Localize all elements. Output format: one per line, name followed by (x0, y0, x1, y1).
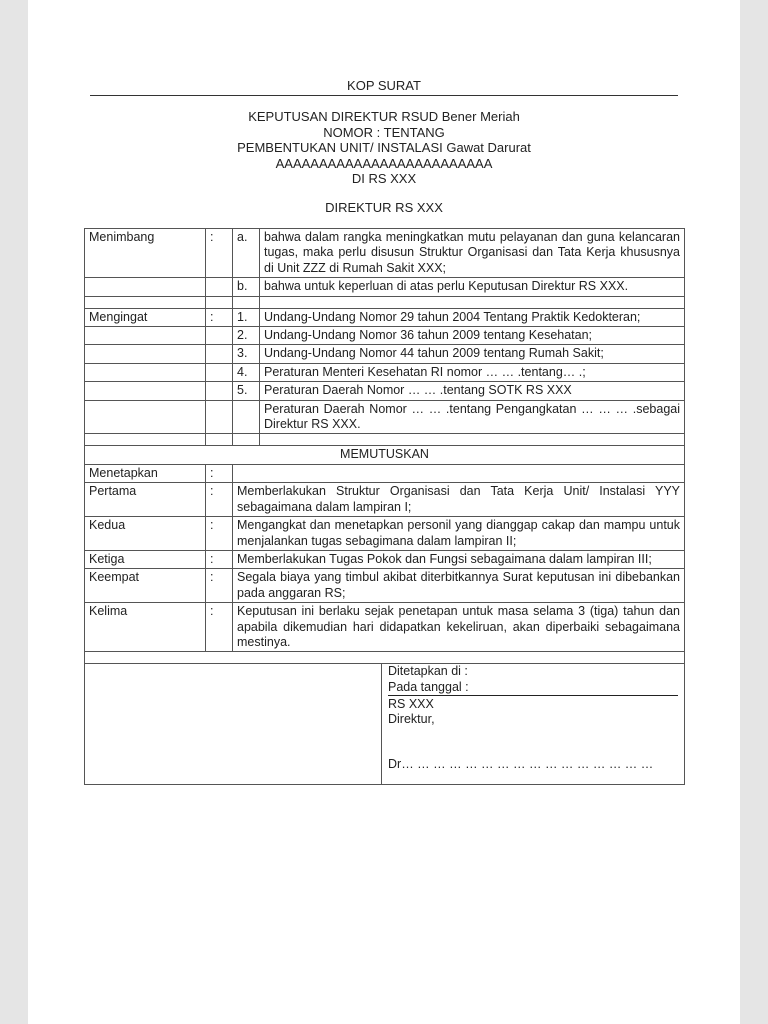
memutuskan-heading: MEMUTUSKAN (85, 446, 685, 464)
decision-text: Keputusan ini berlaku sejak penetapan untuk masa selama 3 (tiga) tahun dan apabila dikemudian hari didapatkan kekeliruan, akan diperbaiki sebagaimana mestinya. (233, 603, 685, 652)
decree-placeholder: AAAAAAAAAAAAAAAAAAAAAAAAA (275, 155, 493, 171)
menetapkan-label: Menetapkan (85, 464, 206, 482)
mengingat-item-text: Peraturan Daerah Nomor … … .tentang SOTK RS XXX (260, 382, 685, 400)
colon: : (206, 308, 233, 326)
signature-block (382, 664, 685, 785)
signature-date: Pada tanggal : (388, 679, 469, 694)
decision-label: Keempat (85, 569, 206, 603)
colon: : (206, 603, 233, 652)
issuer-heading: DIREKTUR RS XXX (325, 200, 443, 215)
colon: : (206, 229, 233, 278)
mengingat-label: Mengingat (85, 308, 206, 326)
table-row (85, 400, 685, 434)
colon: : (206, 550, 233, 568)
item-marker: 3. (233, 345, 260, 363)
decree-subject: PEMBENTUKAN UNIT/ INSTALASI Gawat Darurat (237, 140, 531, 155)
table-row (85, 446, 685, 464)
signature-institution: RS XXX (388, 696, 434, 711)
signature-blank-cell (85, 664, 382, 785)
table-row (85, 569, 685, 603)
item-marker: b. (233, 278, 260, 296)
table-row (85, 363, 685, 381)
decision-label: Ketiga (85, 550, 206, 568)
decision-text: Memberlakukan Struktur Organisasi dan Tata Kerja Unit/ Instalasi YYY sebagaimana dalam lampiran I; (233, 483, 685, 517)
letterhead-label: KOP SURAT (347, 78, 421, 93)
decree-title: KEPUTUSAN DIREKTUR RSUD Bener Meriah (248, 109, 520, 124)
table-row (85, 664, 685, 785)
decision-text: Memberlakukan Tugas Pokok dan Fungsi sebagaimana dalam lampiran III; (233, 550, 685, 568)
spacer-row (85, 434, 685, 446)
table-row (85, 229, 685, 278)
spacer-row (85, 296, 685, 308)
table-row (85, 345, 685, 363)
decree-table (84, 228, 685, 785)
table-row (85, 464, 685, 482)
signature-name: Dr… … … … … … … … … … … … … … … … (388, 757, 654, 772)
mengingat-item-text: Undang-Undang Nomor 44 tahun 2009 tentang Rumah Sakit; (260, 345, 685, 363)
item-marker: 5. (233, 382, 260, 400)
decision-label: Kedua (85, 517, 206, 551)
table-row (85, 603, 685, 652)
table-row (85, 550, 685, 568)
signature-place: Ditetapkan di : (388, 664, 468, 679)
table-row (85, 278, 685, 296)
colon: : (206, 517, 233, 551)
decree-number: NOMOR : TENTANG (323, 124, 445, 140)
decree-heading (28, 109, 740, 187)
mengingat-item-text: Undang-Undang Nomor 36 tahun 2009 tentang Kesehatan; (260, 327, 685, 345)
item-marker: 1. (233, 308, 260, 326)
mengingat-item-text: Peraturan Daerah Nomor … … .tentang Pengangkatan … … … .sebagai Direktur RS XXX. (260, 400, 685, 434)
menimbang-item-text: bahwa dalam rangka meningkatkan mutu pelayanan dan guna kelancaran tugas, maka perlu disusun Struktur Organisasi dan Tata Kerja khususnya di Unit ZZZ di Rumah Sakit XXX; (260, 229, 685, 278)
item-marker: a. (233, 229, 260, 278)
table-row (85, 483, 685, 517)
menimbang-item-text: bahwa untuk keperluan di atas perlu Keputusan Direktur RS XXX. (260, 278, 685, 296)
table-row (85, 327, 685, 345)
mengingat-item-text: Peraturan Menteri Kesehatan RI nomor … … .tentang… .; (260, 363, 685, 381)
decision-label: Kelima (85, 603, 206, 652)
decision-text: Segala biaya yang timbul akibat diterbitkannya Surat keputusan ini dibebankan pada anggaran RS; (233, 569, 685, 603)
decision-label: Pertama (85, 483, 206, 517)
item-marker: 4. (233, 363, 260, 381)
spacer-row (85, 652, 685, 664)
signature-rule (388, 695, 678, 696)
table-row (85, 517, 685, 551)
item-marker (233, 400, 260, 434)
mengingat-item-text: Undang-Undang Nomor 29 tahun 2004 Tentang Praktik Kedokteran; (260, 308, 685, 326)
document-page (28, 0, 740, 1024)
table-row (85, 382, 685, 400)
table-row (85, 308, 685, 326)
colon: : (206, 483, 233, 517)
colon: : (206, 464, 233, 482)
colon: : (206, 569, 233, 603)
decision-text: Mengangkat dan menetapkan personil yang dianggap cakap dan mampu untuk menjalankan tugas sebagimana dalam lampiran II; (233, 517, 685, 551)
menimbang-label: Menimbang (85, 229, 206, 278)
signature-position: Direktur, (388, 711, 435, 726)
signature-space (388, 727, 678, 757)
letterhead-divider (90, 95, 678, 96)
item-marker: 2. (233, 327, 260, 345)
decree-location: DI RS XXX (351, 171, 417, 186)
